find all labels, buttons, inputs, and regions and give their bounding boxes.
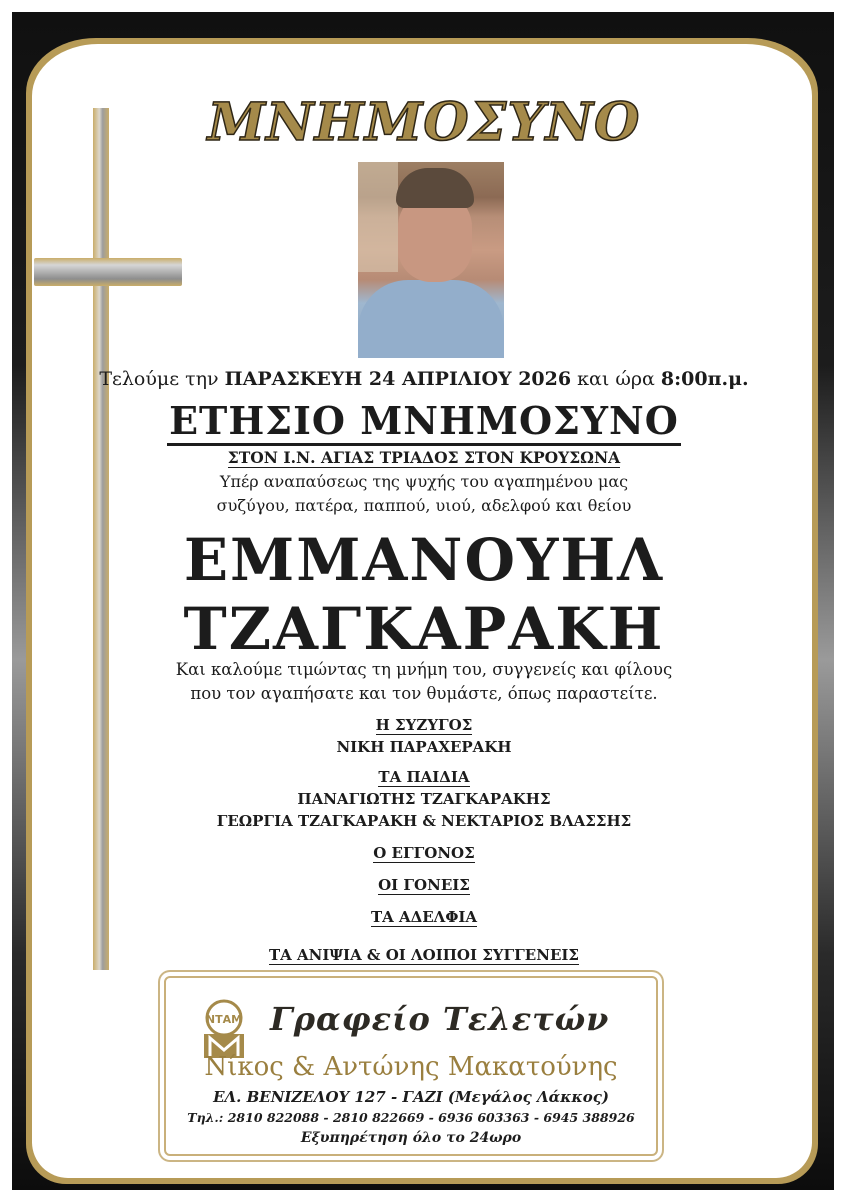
deceased-last-name: ΤΖΑΓΚΑΡΑΚΗ <box>183 595 665 663</box>
spouse-name: ΝΙΚΗ ΠΑΡΑΧΕΡΑΚΗ <box>336 738 512 756</box>
service-date-line <box>0 368 848 390</box>
parents-header: ΟΙ ΓΟΝΕΙΣ <box>378 876 470 894</box>
child-name-1: ΠΑΝΑΓΙΩΤΗΣ ΤΖΑΓΚΑΡΑΚΗΣ <box>297 790 551 808</box>
church-name: ΣΤΟΝ Ι.Ν. ΑΓΙΑΣ ΤΡΙΑΔΟΣ ΣΤΟΝ ΚΡΟΥΣΩΝΑ <box>227 448 621 467</box>
funeral-home-script-title: Γραφείο Τελετών <box>270 1000 610 1038</box>
photo-background <box>358 162 398 272</box>
date-mid: και ώρα <box>577 368 655 390</box>
child-name-2: ΓΕΩΡΓΙΑ ΤΖΑΓΚΑΡΑΚΗ & ΝΕΚΤΑΡΙΟΣ ΒΛΑΣΣΗΣ <box>216 812 632 830</box>
service-time: 8:00π.μ. <box>660 368 749 390</box>
relatives-line <box>0 946 848 964</box>
grandchild-line <box>0 844 848 862</box>
photo-hair <box>396 168 474 208</box>
prayer-line-1: Υπέρ αναπαύσεως της ψυχής του αγαπημένου μας <box>219 472 629 491</box>
children-header: ΤΑ ΠΑΙΔΙΑ <box>378 768 470 786</box>
prayer-line-2: συζύγου, πατέρα, παππού, υιού, αδελφού και θείου <box>216 496 632 515</box>
notice-title: ΜΝΗΜΟΣΥΝΟ <box>207 92 641 153</box>
invitation-line-2: που τον αγαπήσατε και τον θυμάστε, όπως παραστείτε. <box>190 684 658 703</box>
deceased-first-name: ΕΜΜΑΝΟΥΗΛ <box>183 526 665 594</box>
logo-letters: ΝΤΑΜ <box>205 1013 243 1026</box>
date-prefix: Τελούμε την <box>99 368 219 390</box>
service-day-date: ΠΑΡΑΣΚΕΥΗ 24 ΑΠΡΙΛΙΟΥ 2026 <box>224 368 572 390</box>
service-type: ΕΤΗΣΙΟ ΜΝΗΜΟΣΥΝΟ <box>167 398 681 446</box>
siblings-header: ΤΑ ΑΔΕΛΦΙΑ <box>370 908 478 926</box>
church-line <box>0 448 848 467</box>
funeral-home-logo-icon <box>200 998 248 1060</box>
grandchild-header: Ο ΕΓΓΟΝΟΣ <box>373 844 475 862</box>
cross-icon-horizontal <box>34 258 182 286</box>
spouse-header-line <box>0 716 848 734</box>
relatives-header: ΤΑ ΑΝΙΨΙΑ & ΟΙ ΛΟΙΠΟΙ ΣΥΓΓΕΝΕΙΣ <box>268 946 580 964</box>
siblings-line <box>0 908 848 926</box>
funeral-home-address: ΕΛ. ΒΕΝΙΖΕΛΟΥ 127 - ΓΑΖΙ (Μεγάλος Λάκκος) <box>213 1088 609 1106</box>
invitation-line-1: Και καλούμε τιμώντας τη μνήμη του, συγγενείς και φίλους <box>175 660 673 679</box>
photo-shirt <box>358 280 504 358</box>
funeral-home-company: Νίκος & Αντώνης Μακατούνης <box>204 1052 618 1082</box>
funeral-home-hours: Εξυπηρέτηση όλο το 24ωρο <box>300 1130 522 1146</box>
parents-line <box>0 876 848 894</box>
spouse-header: Η ΣΥΖΥΓΟΣ <box>375 716 473 734</box>
service-type-heading <box>0 398 848 443</box>
deceased-photo <box>358 162 504 358</box>
funeral-home-phones: Τηλ.: 2810 822088 - 2810 822669 - 6936 603363 - 6945 388926 <box>187 1110 635 1125</box>
children-header-line <box>0 768 848 786</box>
